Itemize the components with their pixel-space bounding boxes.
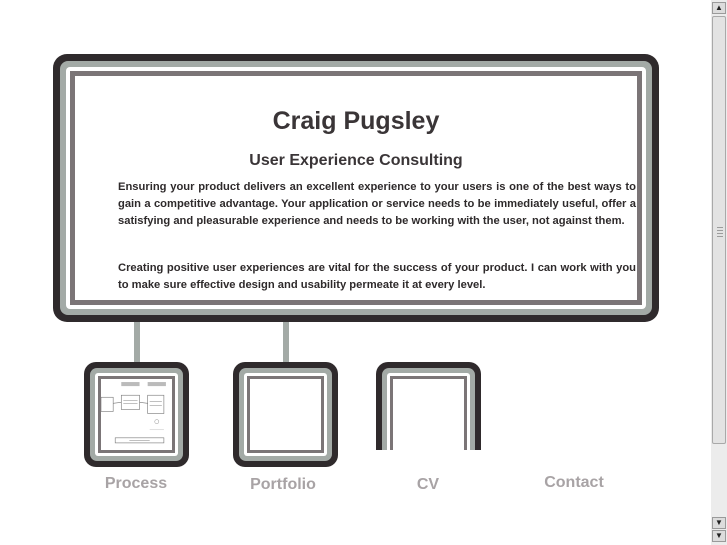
scroll-down-button-2[interactable]: ▼ bbox=[712, 530, 726, 542]
cv-thumbnail bbox=[393, 379, 464, 450]
panel-border-light bbox=[60, 61, 652, 315]
scroll-grip-icon bbox=[717, 227, 723, 239]
process-connector bbox=[134, 322, 140, 364]
page-title: Craig Pugsley bbox=[272, 107, 440, 135]
panel-border-mid bbox=[70, 71, 642, 305]
vertical-scrollbar[interactable] bbox=[711, 0, 727, 545]
panel-body bbox=[75, 76, 637, 300]
content-panel bbox=[53, 54, 659, 322]
nav-link-cv[interactable]: CV bbox=[416, 476, 440, 493]
nav-box-portfolio[interactable] bbox=[233, 362, 338, 467]
intro-paragraph-2: Creating positive user experiences are vital for the success of your product. I can work with you to make sure effective design and usability permeate it at every level. bbox=[118, 262, 636, 291]
scroll-down-button[interactable]: ▼ bbox=[712, 517, 726, 529]
page-subtitle: User Experience Consulting bbox=[249, 152, 463, 169]
process-thumbnail bbox=[101, 379, 172, 450]
nav-link-contact[interactable]: Contact bbox=[544, 474, 604, 491]
nav-box-cv[interactable] bbox=[376, 362, 481, 450]
nav-box-process[interactable] bbox=[84, 362, 189, 467]
nav-link-portfolio[interactable]: Portfolio bbox=[250, 476, 316, 493]
nav-link-process[interactable]: Process bbox=[104, 475, 168, 492]
portfolio-connector bbox=[283, 322, 289, 364]
intro-paragraph-1: Ensuring your product delivers an excellent experience to your users is one of the best ways to gain a competitive advantage. Your application or service needs to be immediately useful, offer a satisfying and pleasurable experience and needs to be working with the user, not against them. bbox=[118, 181, 636, 227]
scroll-up-button[interactable]: ▲ bbox=[712, 2, 726, 14]
panel-border-white bbox=[66, 67, 646, 309]
process-diagram-icon bbox=[101, 379, 172, 450]
portfolio-thumbnail bbox=[250, 379, 321, 450]
scroll-thumb[interactable] bbox=[712, 16, 726, 444]
